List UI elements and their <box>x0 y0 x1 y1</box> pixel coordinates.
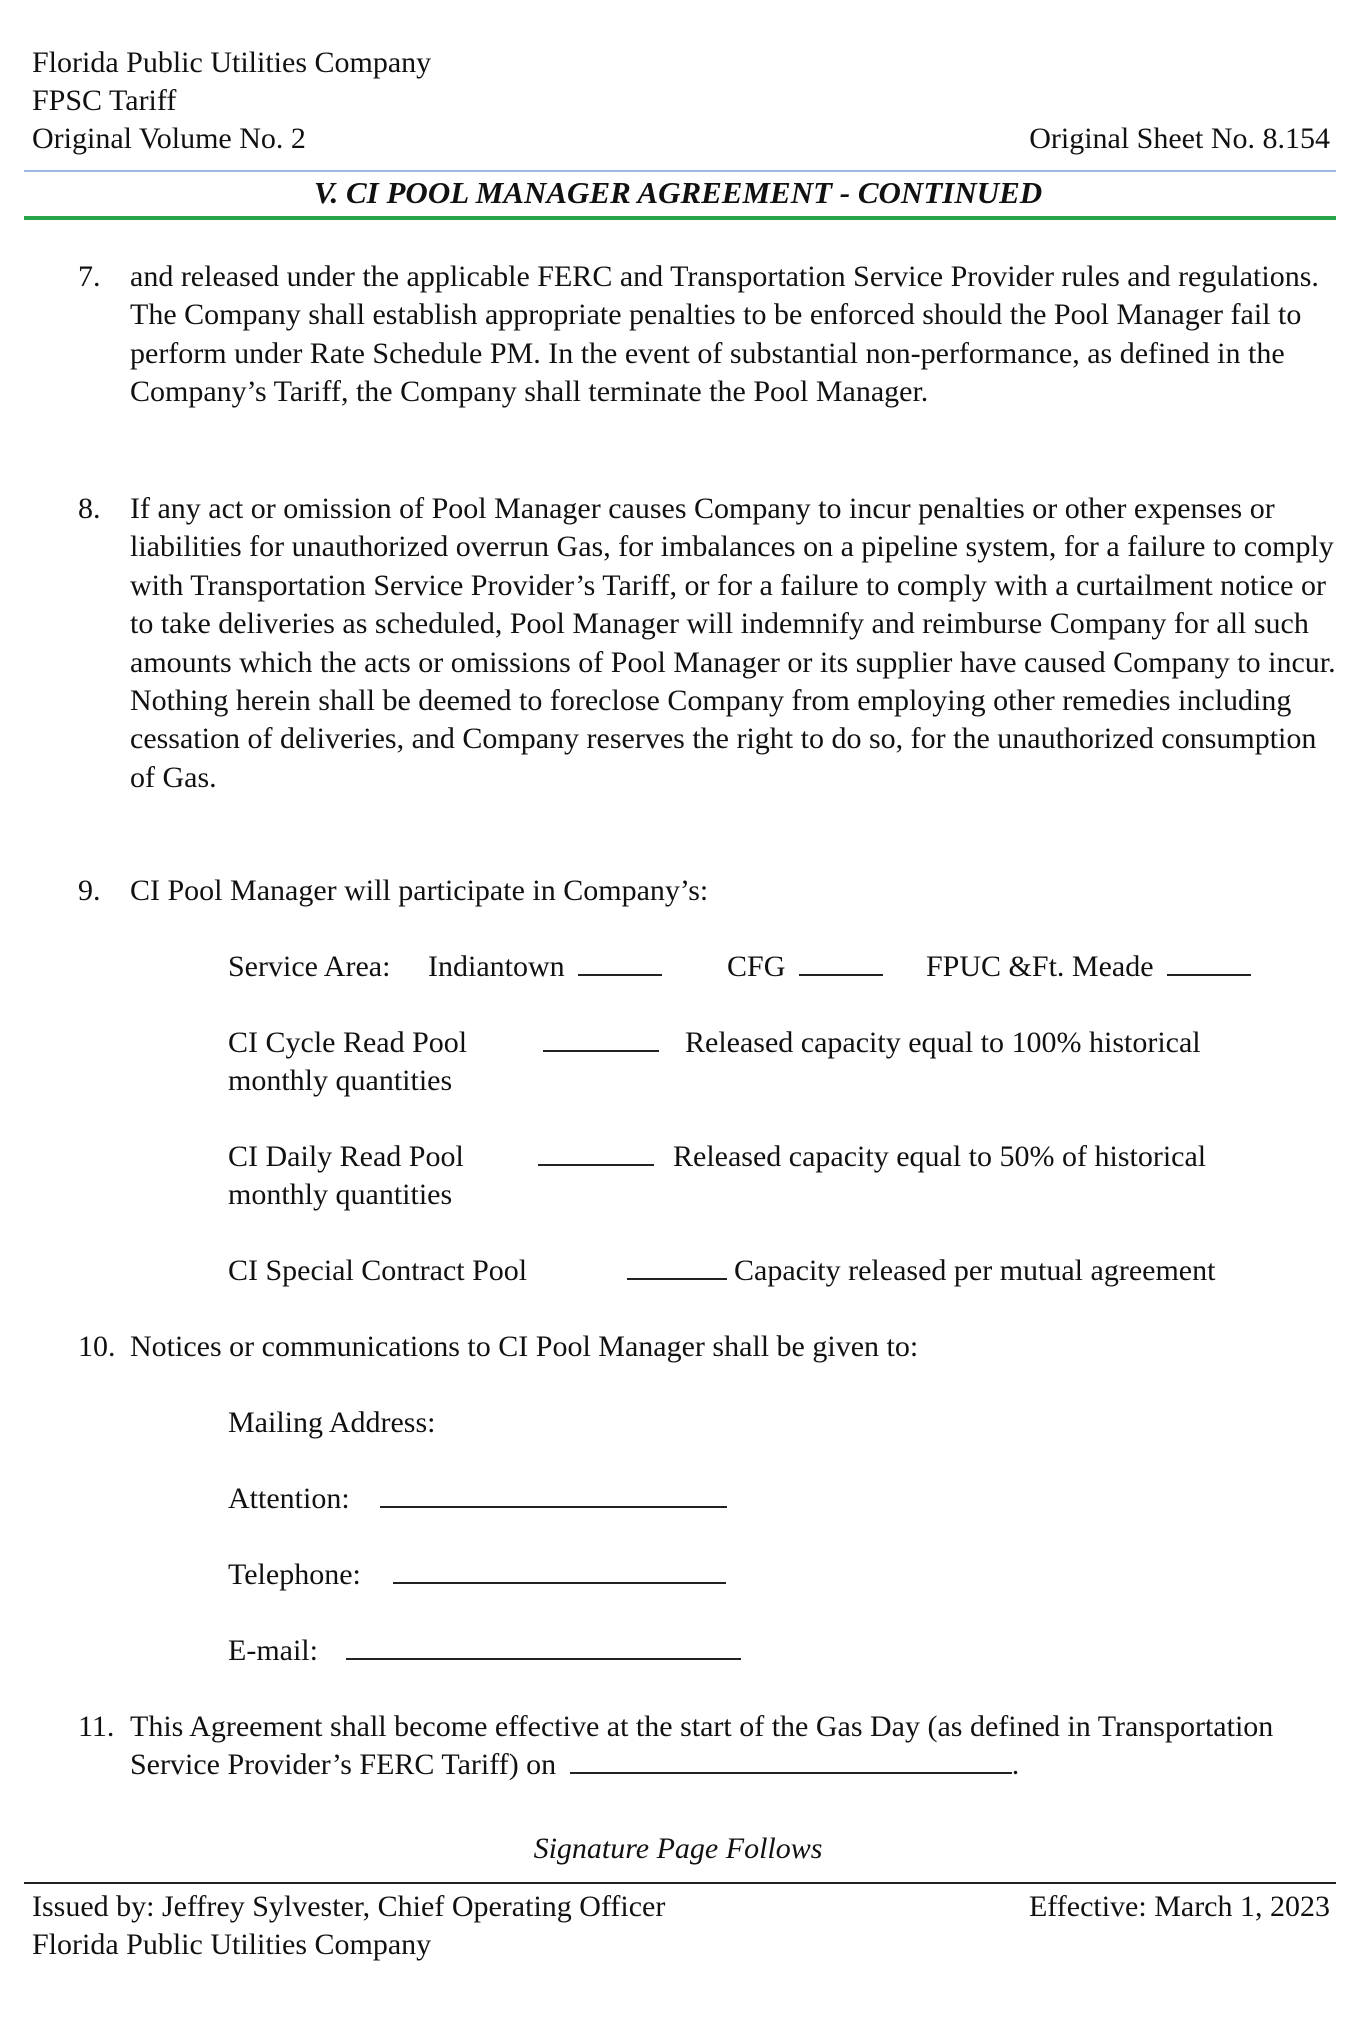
item-number: 9. <box>78 874 101 907</box>
effective-date-blank[interactable] <box>570 1746 1012 1774</box>
item-text: and released under the applicable FERC and Transportation Service Provider rules and regulations. The Company shall establish appropriate penalties to be enforced should the Pool Manager fail to perform under Rate Schedule PM. In the event of substantial non-performance, as defined in the Company’s Tariff, the Company shall terminate the Pool Manager. <box>130 260 1319 409</box>
pool-cycle-read-blank[interactable] <box>543 1024 659 1052</box>
pool-special-contract-blank[interactable] <box>627 1252 727 1280</box>
pool-special-contract-blank-row <box>627 1252 727 1290</box>
header-tariff: FPSC Tariff <box>32 84 177 117</box>
item-text: This Agreement shall become effective at the start of the Gas Day (as defined in Transportation Service Provider’s FERC Tariff) on . <box>130 1710 1274 1782</box>
item-8 <box>78 490 1340 797</box>
pool-special-contract-description: Capacity released per mutual agreement <box>734 1254 1216 1287</box>
sentence-period: . <box>1011 1748 1020 1782</box>
header-sheet-number: Original Sheet No. 8.154 <box>1029 122 1330 155</box>
mailing-address-label: Mailing Address: <box>228 1406 436 1439</box>
pool-daily-read-blank[interactable] <box>538 1138 654 1166</box>
pool-cycle-read-name-cont: monthly quantities <box>228 1064 453 1097</box>
signature-page-follows: Signature Page Follows <box>533 1832 823 1865</box>
email-blank-row <box>346 1632 741 1670</box>
area-cfg: CFG <box>727 948 883 986</box>
pool-cycle-read-blank-row <box>543 1024 659 1062</box>
item-text: Notices or communications to CI Pool Manager shall be given to: <box>130 1330 919 1363</box>
pool-daily-read-description: Released capacity equal to 50% of historical <box>673 1140 1207 1173</box>
item-number: 7. <box>78 260 101 293</box>
fpuc-blank[interactable] <box>1167 948 1251 976</box>
item-number: 10. <box>78 1330 116 1363</box>
attention-blank-row <box>380 1480 727 1518</box>
footer-effective-date: Effective: March 1, 2023 <box>1028 1890 1330 1923</box>
header-volume: Original Volume No. 2 <box>32 122 306 155</box>
section-title: V. CI POOL MANAGER AGREEMENT - CONTINUED <box>313 175 1043 210</box>
footer-company: Florida Public Utilities Company <box>32 1928 432 1961</box>
item-text: If any act or omission of Pool Manager causes Company to incur penalties or other expenses or liabilities for unauthorized overrun Gas, for imbalances on a pipeline system, for a failure to comply with Transportation Service Provider’s Tariff, or for a failure to comply with a curtailment notice or to take deliveries as scheduled, Pool Manager will indemnify and reimburse Company for all such amounts which the acts or omissions of Pool Manager or its supplier have caused Company to incur. Nothing herein shall be deemed to foreclose Company from employing other remedies including cessation of deliveries, and Company reserves the right to do so, for the unauthorized consumption of Gas. <box>130 492 1336 794</box>
indiantown-blank[interactable] <box>578 948 662 976</box>
pool-daily-read-blank-row <box>538 1138 654 1176</box>
pool-daily-read-name: CI Daily Read Pool <box>228 1140 464 1173</box>
footer-rule <box>24 1882 1336 1884</box>
telephone-blank-row <box>393 1556 726 1594</box>
service-area-label: Service Area: <box>228 950 391 983</box>
pool-cycle-read-description: Released capacity equal to 100% historical <box>685 1026 1201 1059</box>
item-7 <box>78 258 1340 412</box>
cfg-blank[interactable] <box>799 948 883 976</box>
item-text: CI Pool Manager will participate in Company’s: <box>130 874 709 907</box>
telephone-blank[interactable] <box>393 1556 726 1584</box>
header-rule-blue <box>24 170 1336 172</box>
item-10 <box>78 1328 1340 1366</box>
item-11 <box>78 1708 1340 1785</box>
pool-daily-read-name-cont: monthly quantities <box>228 1178 453 1211</box>
item-number: 11. <box>78 1710 115 1743</box>
area-fpuc-ft-meade: FPUC &Ft. Meade <box>926 948 1251 986</box>
header-company: Florida Public Utilities Company <box>32 46 432 79</box>
telephone-label: Telephone: <box>228 1558 361 1591</box>
attention-label: Attention: <box>228 1482 350 1515</box>
attention-blank[interactable] <box>380 1480 727 1508</box>
area-indiantown: Indiantown <box>428 948 662 986</box>
pool-cycle-read-name: CI Cycle Read Pool <box>228 1026 468 1059</box>
item-number: 8. <box>78 492 101 525</box>
item-9 <box>78 872 1340 910</box>
email-blank[interactable] <box>346 1632 741 1660</box>
email-label: E-mail: <box>228 1634 318 1667</box>
pool-special-contract-name: CI Special Contract Pool <box>228 1254 528 1287</box>
header-rule-green <box>24 216 1336 220</box>
footer-issued-by: Issued by: Jeffrey Sylvester, Chief Operating Officer <box>32 1890 666 1923</box>
